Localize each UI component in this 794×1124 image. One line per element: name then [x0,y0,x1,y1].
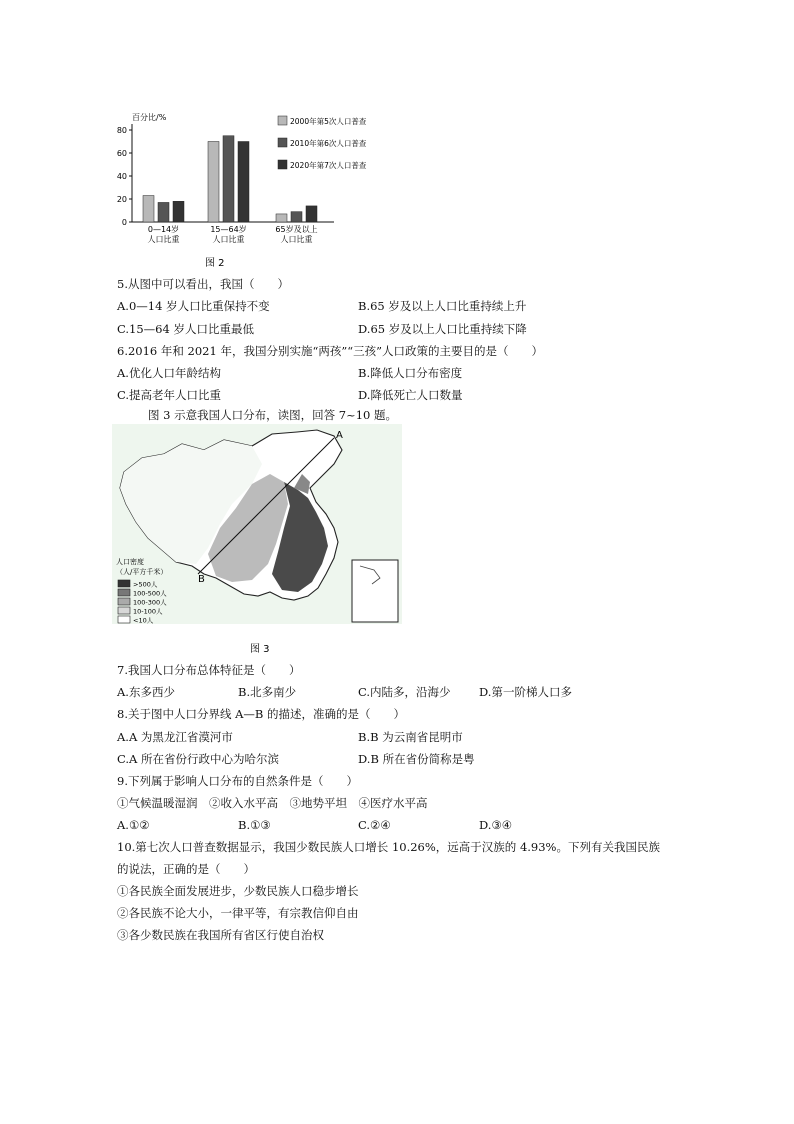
y-tick-label: 40 [116,172,127,181]
population-age-bar-chart [112,108,402,273]
q10-item-2: ②各民族不论大小，一律平等，有宗教信仰自由 [117,906,359,920]
q6-option-a[interactable]: A.优化人口年龄结构 [117,366,221,380]
q10-stem-line1: 10.第七次人口普查数据显示，我国少数民族人口增长 10.26%，远高于汉族的 4.93%。下列有关我国民族 [117,840,660,854]
q5-option-c[interactable]: C.15—64 岁人口比重最低 [117,322,254,336]
south-china-sea-inset [352,560,398,622]
bar [291,212,302,222]
legend-label: 2010年第6次人口普查 [290,139,367,148]
legend-label: <10人 [133,616,154,625]
category-labels [148,224,318,244]
y-tick-label: 20 [116,195,127,204]
q10-item-1: ①各民族全面发展进步，少数民族人口稳步增长 [117,884,359,898]
q9-option-a[interactable]: A.①② [117,818,150,832]
y-ticks [117,126,132,227]
q7-option-d[interactable]: D.第一阶梯人口多 [479,685,572,699]
q9-stem: 9.下列属于影响人口分布的自然条件是（ ） [117,774,358,788]
legend-swatch [118,598,130,605]
category-label: 65岁及以上 [275,225,318,234]
bar [306,206,317,222]
q7-stem: 7.我国人口分布总体特征是（ ） [117,663,301,677]
q9-option-d[interactable]: D.③④ [479,818,513,832]
bar [208,142,219,223]
y-tick-label: 60 [116,149,127,158]
point-a-label: A [336,430,343,441]
q5-option-d[interactable]: D.65 岁及以上人口比重持续下降 [358,322,527,336]
category-label: 0—14岁 [147,225,180,234]
legend-label: 100-300人 [133,598,167,607]
china-population-map [112,424,402,656]
bars [143,136,317,222]
legend-label: >500人 [133,580,158,589]
legend-swatch [278,116,287,125]
q7-option-b[interactable]: B.北多南少 [238,685,297,699]
legend-swatch [278,160,287,169]
category-label: 人口比重 [212,235,245,244]
bar [143,196,154,222]
q6-stem: 6.2016 年和 2021 年，我国分别实施“两孩”“三孩”人口政策的主要目的是（ ） [117,344,543,358]
category-label: 人口比重 [147,235,180,244]
legend-swatch [118,589,130,596]
bar [238,142,249,223]
legend-label: 100-500人 [133,589,167,598]
q7-option-c[interactable]: C.内陆多，沿海少 [358,685,451,699]
point-b-label: B [198,574,205,585]
legend-label: 2020年第7次人口普查 [290,161,367,170]
q8-stem: 8.关于图中人口分界线 A—B 的描述，准确的是（ ） [117,707,406,721]
category-label: 人口比重 [280,235,313,244]
q8-option-b[interactable]: B.B 为云南省昆明市 [358,730,463,744]
y-tick-label: 80 [116,126,127,135]
q9-items: ①气候温暖湿润 ②收入水平高 ③地势平坦 ④医疗水平高 [117,796,428,810]
q9-option-c[interactable]: C.②④ [358,818,391,832]
bar [276,214,287,222]
legend-title-2: （人/平方千米） [116,568,168,576]
q5-option-a[interactable]: A.0—14 岁人口比重保持不变 [117,299,270,313]
legend-swatch [118,607,130,614]
q6-option-b[interactable]: B.降低人口分布密度 [358,366,463,380]
bar [158,202,169,222]
q7-option-a[interactable]: A.东多西少 [117,685,175,699]
legend [278,116,367,170]
q8-option-c[interactable]: C.A 所在省份行政中心为哈尔滨 [117,752,280,766]
q8-option-a[interactable]: A.A 为黑龙江省漠河市 [117,730,233,744]
q10-item-3: ③各少数民族在我国所有省区行使自治权 [117,928,324,942]
legend-label: 10-100人 [133,607,163,616]
q9-option-b[interactable]: B.①③ [238,818,271,832]
y-axis-label: 百分比/% [132,113,167,122]
y-tick-label: 0 [121,218,127,227]
figure-caption: 图 2 [205,258,225,269]
bar [173,201,184,222]
q8-option-d[interactable]: D.B 所在省份简称是粤 [358,752,475,766]
figure-caption: 图 3 [250,644,270,655]
figure3-intro: 图 3 示意我国人口分布，读图，回答 7~10 题。 [148,408,398,422]
q6-option-d[interactable]: D.降低死亡人口数量 [358,388,463,402]
q5-stem: 5.从图中可以看出，我国（ ） [117,277,289,291]
legend-swatch [118,580,130,587]
category-label: 15—64岁 [210,225,247,234]
legend-title-1: 人口密度 [116,558,144,566]
legend-swatch [118,616,130,623]
q5-option-b[interactable]: B.65 岁及以上人口比重持续上升 [358,299,527,313]
q6-option-c[interactable]: C.提高老年人口比重 [117,388,222,402]
q10-stem-line2: 的说法，正确的是（ ） [117,862,255,876]
legend-label: 2000年第5次人口普查 [290,117,367,126]
legend-swatch [278,138,287,147]
bar [223,136,234,222]
